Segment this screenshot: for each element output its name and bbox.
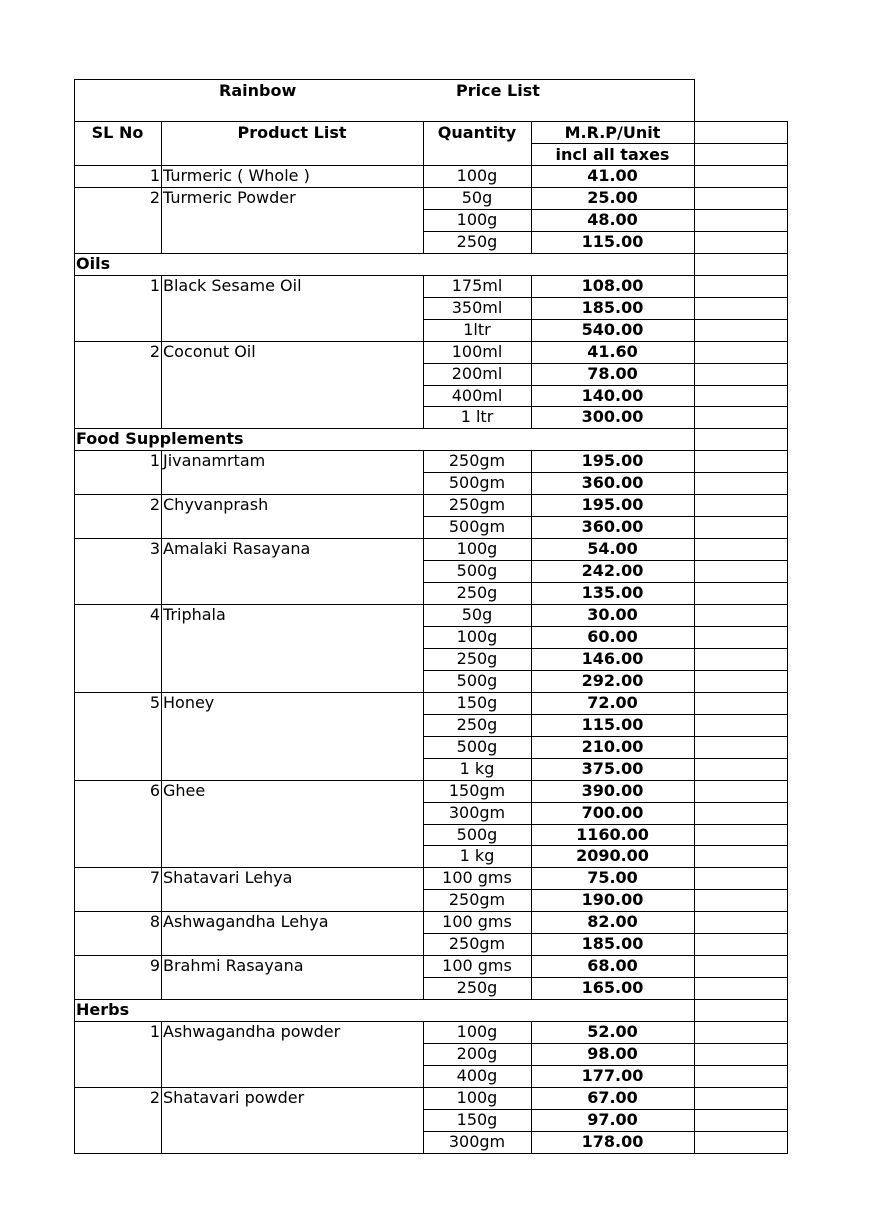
grid-line	[787, 1021, 788, 1087]
quantity-cell: 250g	[456, 715, 498, 734]
grid-line	[161, 692, 162, 780]
column-header-mrp-note: incl all taxes	[555, 145, 670, 164]
grid-line	[787, 187, 788, 253]
grid-line	[74, 428, 75, 450]
price-cell: 360.00	[581, 517, 644, 536]
quantity-cell: 200ml	[451, 364, 503, 383]
quantity-cell: 1ltr	[463, 320, 491, 339]
price-cell: 360.00	[581, 473, 644, 492]
price-cell: 115.00	[581, 232, 644, 251]
product-name: Turmeric ( Whole )	[163, 166, 310, 185]
price-cell: 140.00	[581, 386, 644, 405]
quantity-cell: 200g	[456, 1044, 498, 1063]
price-cell: 2090.00	[576, 846, 649, 865]
grid-line	[787, 692, 788, 780]
grid-line	[787, 867, 788, 911]
price-cell: 300.00	[581, 407, 644, 426]
sl-number: 1	[149, 1022, 160, 1041]
grid-line	[74, 867, 75, 911]
price-cell: 25.00	[587, 188, 638, 207]
sl-number: 1	[149, 166, 160, 185]
section-heading: Oils	[76, 254, 111, 273]
sl-number: 6	[149, 781, 160, 800]
page-title: Price List	[456, 81, 540, 100]
grid-line	[74, 79, 75, 121]
grid-line	[787, 780, 788, 867]
grid-line	[787, 999, 788, 1021]
grid-line	[161, 187, 162, 253]
quantity-cell: 350ml	[451, 298, 503, 317]
grid-line	[694, 999, 695, 1021]
quantity-cell: 150g	[456, 693, 498, 712]
quantity-cell: 100 gms	[442, 868, 512, 887]
quantity-cell: 150gm	[448, 781, 506, 800]
grid-line	[694, 1021, 695, 1087]
quantity-cell: 100g	[456, 627, 498, 646]
grid-line	[787, 121, 788, 165]
price-cell: 48.00	[587, 210, 638, 229]
grid-line	[161, 604, 162, 692]
grid-line	[74, 1021, 75, 1087]
grid-line	[423, 604, 424, 692]
grid-line	[787, 450, 788, 494]
sl-number: 2	[149, 342, 160, 361]
quantity-cell: 500gm	[448, 517, 506, 536]
grid-line	[74, 494, 75, 538]
grid-line	[423, 341, 424, 428]
grid-line	[423, 494, 424, 538]
quantity-cell: 100g	[456, 1088, 498, 1107]
grid-line	[74, 121, 788, 122]
sl-number: 2	[149, 1088, 160, 1107]
column-header-quantity: Quantity	[437, 123, 517, 142]
grid-line	[74, 999, 75, 1021]
product-name: Ghee	[163, 781, 206, 800]
grid-line	[161, 1087, 162, 1153]
grid-line	[531, 538, 532, 604]
price-cell: 41.00	[587, 166, 638, 185]
grid-line	[423, 692, 424, 780]
grid-line	[531, 1021, 532, 1087]
price-cell: 115.00	[581, 715, 644, 734]
sl-number: 8	[149, 912, 160, 931]
product-name: Brahmi Rasayana	[163, 956, 304, 975]
quantity-cell: 250g	[456, 649, 498, 668]
grid-line	[531, 955, 532, 999]
price-cell: 78.00	[587, 364, 638, 383]
grid-line	[787, 165, 788, 187]
price-cell: 146.00	[581, 649, 644, 668]
quantity-cell: 100 gms	[442, 912, 512, 931]
grid-line	[694, 911, 695, 955]
grid-line	[161, 450, 162, 494]
grid-line	[423, 867, 424, 911]
quantity-cell: 175ml	[451, 276, 503, 295]
product-name: Triphala	[163, 605, 226, 624]
grid-line	[531, 1087, 532, 1153]
quantity-cell: 300gm	[448, 803, 506, 822]
grid-line	[423, 1021, 424, 1087]
grid-line	[787, 604, 788, 692]
price-cell: 540.00	[581, 320, 644, 339]
price-cell: 242.00	[581, 561, 644, 580]
price-cell: 185.00	[581, 934, 644, 953]
column-header-product: Product List	[237, 123, 347, 142]
price-cell: 72.00	[587, 693, 638, 712]
grid-line	[694, 604, 695, 692]
grid-line	[161, 494, 162, 538]
grid-line	[787, 1087, 788, 1153]
grid-line	[787, 538, 788, 604]
quantity-cell: 500g	[456, 825, 498, 844]
quantity-cell: 500g	[456, 737, 498, 756]
grid-line	[423, 955, 424, 999]
price-cell: 41.60	[587, 342, 638, 361]
grid-line	[694, 538, 695, 604]
grid-line	[531, 341, 532, 428]
price-cell: 60.00	[587, 627, 638, 646]
product-name: Chyvanprash	[163, 495, 269, 514]
grid-line	[531, 121, 532, 165]
grid-line	[787, 275, 788, 341]
sl-number: 3	[149, 539, 160, 558]
grid-line	[694, 121, 695, 165]
grid-line	[74, 955, 75, 999]
quantity-cell: 1 ltr	[460, 407, 494, 426]
price-cell: 375.00	[581, 759, 644, 778]
quantity-cell: 400ml	[451, 386, 503, 405]
grid-line	[74, 692, 75, 780]
grid-line	[74, 450, 75, 494]
grid-line	[694, 692, 695, 780]
section-heading: Herbs	[76, 1000, 130, 1019]
grid-line	[694, 165, 695, 187]
column-header-mrp: M.R.P/Unit	[564, 123, 661, 142]
price-cell: 68.00	[587, 956, 638, 975]
grid-line	[161, 1021, 162, 1087]
quantity-cell: 50g	[461, 188, 493, 207]
quantity-cell: 100 gms	[442, 956, 512, 975]
sl-number: 4	[149, 605, 160, 624]
quantity-cell: 500g	[456, 671, 498, 690]
grid-line	[694, 494, 695, 538]
price-cell: 700.00	[581, 803, 644, 822]
grid-line	[74, 1087, 75, 1153]
product-name: Jivanamrtam	[163, 451, 266, 470]
grid-line	[787, 253, 788, 275]
sl-number: 5	[149, 693, 160, 712]
price-cell: 67.00	[587, 1088, 638, 1107]
quantity-cell: 1 kg	[459, 759, 495, 778]
quantity-cell: 250g	[456, 232, 498, 251]
price-cell: 82.00	[587, 912, 638, 931]
price-cell: 177.00	[581, 1066, 644, 1085]
product-name: Ashwagandha powder	[163, 1022, 341, 1041]
grid-line	[787, 341, 788, 428]
sl-number: 2	[149, 188, 160, 207]
grid-line	[423, 165, 424, 187]
quantity-cell: 300gm	[448, 1132, 506, 1151]
grid-line	[694, 1087, 695, 1153]
grid-line	[161, 867, 162, 911]
quantity-cell: 250g	[456, 583, 498, 602]
grid-line	[423, 780, 424, 867]
price-cell: 292.00	[581, 671, 644, 690]
sl-number: 1	[149, 451, 160, 470]
grid-line	[531, 867, 532, 911]
price-cell: 165.00	[581, 978, 644, 997]
grid-line	[161, 780, 162, 867]
grid-line	[531, 911, 532, 955]
quantity-cell: 250gm	[448, 451, 506, 470]
grid-line	[531, 143, 788, 144]
grid-line	[161, 165, 162, 187]
grid-line	[423, 187, 424, 253]
price-cell: 98.00	[587, 1044, 638, 1063]
grid-line	[161, 955, 162, 999]
grid-line	[74, 604, 75, 692]
grid-line	[694, 275, 695, 341]
sl-number: 1	[149, 276, 160, 295]
grid-line	[74, 187, 75, 253]
sl-number: 7	[149, 868, 160, 887]
quantity-cell: 250gm	[448, 890, 506, 909]
grid-line	[74, 121, 75, 165]
price-cell: 195.00	[581, 495, 644, 514]
price-cell: 30.00	[587, 605, 638, 624]
grid-line	[531, 692, 532, 780]
grid-line	[423, 121, 424, 165]
product-name: Coconut Oil	[163, 342, 256, 361]
price-cell: 210.00	[581, 737, 644, 756]
grid-line	[74, 1153, 788, 1154]
grid-line	[74, 275, 75, 341]
quantity-cell: 100ml	[451, 342, 503, 361]
quantity-cell: 100g	[456, 166, 498, 185]
grid-line	[74, 253, 75, 275]
product-name: Shatavari Lehya	[163, 868, 293, 887]
price-cell: 75.00	[587, 868, 638, 887]
grid-line	[161, 538, 162, 604]
grid-line	[423, 275, 424, 341]
grid-line	[161, 275, 162, 341]
grid-line	[531, 604, 532, 692]
product-name: Ashwagandha Lehya	[163, 912, 329, 931]
grid-line	[787, 955, 788, 999]
price-cell: 108.00	[581, 276, 644, 295]
quantity-cell: 400g	[456, 1066, 498, 1085]
grid-line	[694, 253, 695, 275]
quantity-cell: 100g	[456, 539, 498, 558]
price-cell: 178.00	[581, 1132, 644, 1151]
product-name: Shatavari powder	[163, 1088, 305, 1107]
section-heading: Food Supplements	[76, 429, 244, 448]
quantity-cell: 250gm	[448, 934, 506, 953]
price-cell: 54.00	[587, 539, 638, 558]
quantity-cell: 500g	[456, 561, 498, 580]
sl-number: 2	[149, 495, 160, 514]
grid-line	[531, 494, 532, 538]
grid-line	[74, 165, 75, 187]
grid-line	[694, 450, 695, 494]
product-name: Black Sesame Oil	[163, 276, 302, 295]
grid-line	[423, 450, 424, 494]
column-header-sl-no: SL No	[91, 123, 144, 142]
grid-line	[787, 911, 788, 955]
grid-line	[694, 780, 695, 867]
product-name: Turmeric Powder	[163, 188, 296, 207]
quantity-cell: 100g	[456, 1022, 498, 1041]
grid-line	[161, 121, 162, 165]
grid-line	[423, 1087, 424, 1153]
product-name: Amalaki Rasayana	[163, 539, 311, 558]
grid-line	[423, 911, 424, 955]
grid-line	[161, 911, 162, 955]
grid-line	[694, 955, 695, 999]
grid-line	[74, 780, 75, 867]
grid-line	[694, 187, 695, 253]
grid-line	[694, 79, 695, 121]
grid-line	[74, 79, 695, 80]
quantity-cell: 250g	[456, 978, 498, 997]
grid-line	[787, 428, 788, 450]
quantity-cell: 150g	[456, 1110, 498, 1129]
grid-line	[74, 911, 75, 955]
grid-line	[74, 538, 75, 604]
grid-line	[423, 538, 424, 604]
grid-line	[694, 428, 695, 450]
price-cell: 195.00	[581, 451, 644, 470]
grid-line	[161, 341, 162, 428]
price-cell: 97.00	[587, 1110, 638, 1129]
price-cell: 190.00	[581, 890, 644, 909]
product-name: Honey	[163, 693, 215, 712]
quantity-cell: 250gm	[448, 495, 506, 514]
price-cell: 52.00	[587, 1022, 638, 1041]
quantity-cell: 100g	[456, 210, 498, 229]
grid-line	[531, 780, 532, 867]
grid-line	[694, 867, 695, 911]
company-name: Rainbow	[219, 81, 297, 100]
quantity-cell: 500gm	[448, 473, 506, 492]
grid-line	[531, 165, 532, 187]
quantity-cell: 1 kg	[459, 846, 495, 865]
price-cell: 185.00	[581, 298, 644, 317]
price-cell: 135.00	[581, 583, 644, 602]
grid-line	[694, 341, 695, 428]
grid-line	[531, 187, 532, 253]
price-cell: 1160.00	[576, 825, 649, 844]
grid-line	[531, 450, 532, 494]
grid-line	[531, 275, 532, 341]
grid-line	[787, 494, 788, 538]
sl-number: 9	[149, 956, 160, 975]
price-cell: 390.00	[581, 781, 644, 800]
quantity-cell: 50g	[461, 605, 493, 624]
grid-line	[74, 341, 75, 428]
